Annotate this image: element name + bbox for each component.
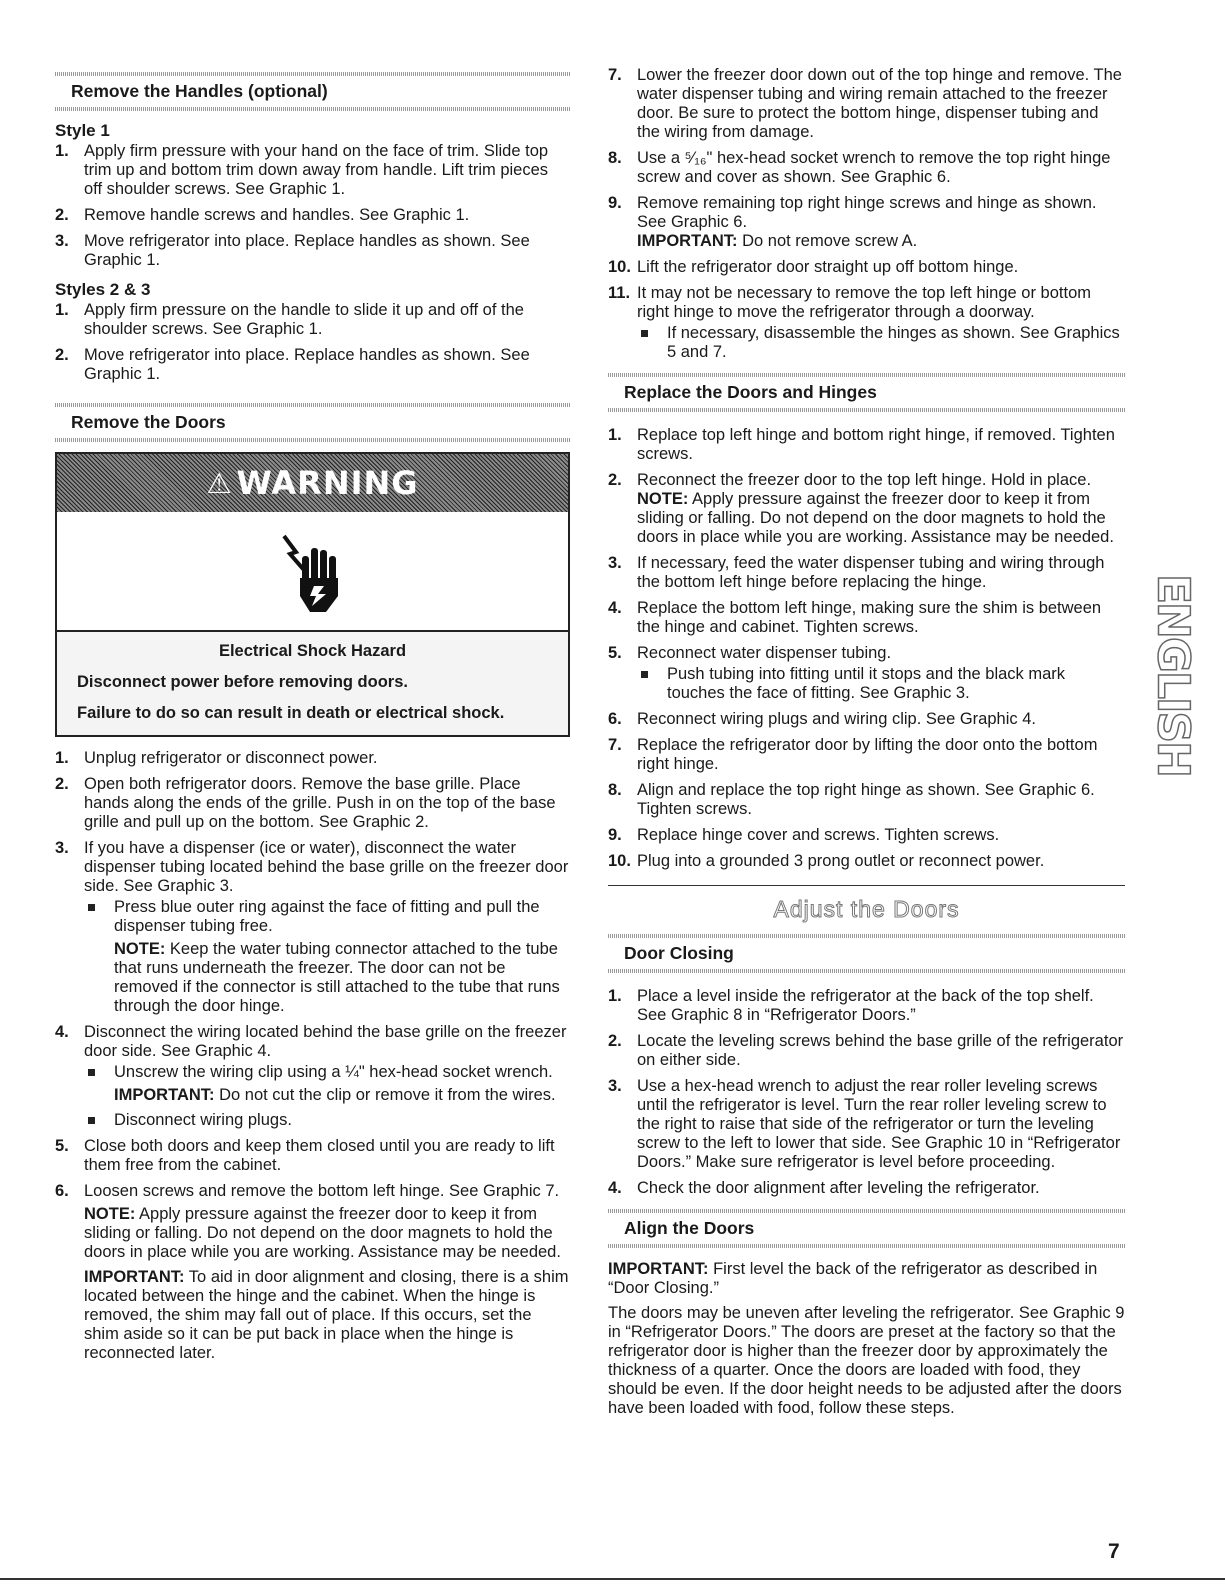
list-item: 7. Replace the refrigerator door by lifting the door onto the bottom right hinge.	[608, 736, 1098, 773]
style1-steps	[55, 142, 570, 270]
list-item: 9. Remove remaining top right hinge screws and hinge as shown. See Graphic 6. IMPORTANT: Do not remove screw A.	[608, 194, 1125, 251]
remove-doors-steps	[55, 749, 570, 1363]
warning-triangle-icon: ⚠	[206, 466, 233, 500]
list-item: 1. Unplug refrigerator or disconnect power.	[55, 749, 378, 767]
remove-doors-steps-continued	[608, 66, 1125, 362]
list-item: 3. Use a hex-head wrench to adjust the rear roller leveling screws until the refrigerator is level. Turn the rear roller leveling screw to the right to raise that side of the refrigerator or turn the leveling screw to the left to lower that side. See Graphic 10 in “Refrigerator Doors.” Make sure refrigerator is level before proceeding.	[608, 1077, 1121, 1171]
list-item: 11. It may not be necessary to remove the top left hinge or bottom right hinge to move the refrigerator through a doorway. If necessary, disassemble the hinges as shown. See Graphics 5 and 7.	[608, 284, 1125, 362]
list-item: 1. Place a level inside the refrigerator at the back of the top shelf. See Graphic 8 in “Refrigerator Doors.”	[608, 987, 1094, 1024]
bullet-list	[637, 665, 1125, 703]
page-number: 7	[1108, 1540, 1120, 1563]
section-title-adjust: Adjust the Doors	[773, 896, 960, 922]
divider	[608, 408, 1125, 412]
warning-header: ⚠ WARNING	[57, 454, 568, 512]
list-item: 3. Move refrigerator into place. Replace handles as shown. See Graphic 1.	[55, 232, 530, 269]
right-column	[608, 66, 1125, 1424]
section-heading-align: Align the Doors	[624, 1218, 755, 1238]
important-note: IMPORTANT: First level the back of the refrigerator as described in “Door Closing.”	[608, 1260, 1098, 1297]
bullet-item: If necessary, disassemble the hinges as shown. See Graphics 5 and 7.	[637, 324, 1125, 362]
bullet-item: Disconnect wiring plugs.	[84, 1111, 570, 1130]
styles23-steps	[55, 301, 570, 384]
list-item: 7. Lower the freezer door down out of the top hinge and remove. The water dispenser tubing and wiring remain attached to the freezer door. Be sure to protect the bottom hinge, dispenser tubing and the wiring from damage.	[608, 66, 1122, 141]
replace-steps	[608, 426, 1125, 871]
list-item: 3. If you have a dispenser (ice or water), disconnect the water dispenser tubing located behind the base grille on the freezer door side. See Graphic 3. Press blue outer ring against the face of fitting and pull the dispenser tubing free. NOTE: Keep the water tubing connector attached to the tube that runs underneath the freezer. The door can not be removed if the connector is still attached to the tube that runs through the door hinge.	[55, 839, 569, 1015]
subheading-style1: Style 1	[55, 121, 110, 140]
note: NOTE: Apply pressure against the freezer door to keep it from sliding or falling. Do not depend on the door magnets to hold the doors in place while you are working. Assistance may be needed.	[637, 490, 1114, 546]
section-heading-handles: Remove the Handles (optional)	[71, 81, 328, 101]
left-column	[55, 72, 570, 1370]
important-note: IMPORTANT: Do not cut the clip or remove it from the wires.	[114, 1086, 556, 1104]
list-item: 4. Disconnect the wiring located behind the base grille on the freezer door side. See Graphic 4. Unscrew the wiring clip using a ¼" hex-head socket wrench. IMPORTANT: Do not cut the clip or remove it from the wires. Disconnect wiring plugs.	[55, 1023, 570, 1130]
list-item: 2. Reconnect the freezer door to the top left hinge. Hold in place. NOTE: Apply pressure against the freezer door to keep it from sliding or falling. Do not depend on the door magnets to hold the doors in place while you are working. Assistance may be needed.	[608, 471, 1125, 547]
section-heading-doors: Remove the Doors	[71, 412, 226, 432]
list-item: 2. Open both refrigerator doors. Remove the base grille. Place hands along the ends of the grille. Push in on the top of the base grille and pull up on the bottom. See Graphic 2.	[55, 775, 556, 831]
bottom-rule	[0, 1578, 1225, 1580]
electric-shock-hand-icon	[57, 512, 568, 632]
list-item: 2. Remove handle screws and handles. See Graphic 1.	[55, 206, 470, 224]
bullet-item: Unscrew the wiring clip using a ¼" hex-head socket wrench. IMPORTANT: Do not cut the clip or remove it from the wires.	[84, 1063, 570, 1105]
bullet-item: Push tubing into fitting until it stops and the black mark touches the face of fitting. See Graphic 3.	[637, 665, 1125, 703]
list-item: 9. Replace hinge cover and screws. Tighten screws.	[608, 826, 1000, 844]
list-item: 5. Reconnect water dispenser tubing. Push tubing into fitting until it stops and the black mark touches the face of fitting. See Graphic 3.	[608, 644, 1125, 703]
list-item: 10. Lift the refrigerator door straight up off bottom hinge.	[608, 258, 1019, 276]
list-item: 1. Apply firm pressure on the handle to slide it up and off of the shoulder screws. See Graphic 1.	[55, 301, 524, 338]
list-item: 6. Loosen screws and remove the bottom left hinge. See Graphic 7. NOTE: Apply pressure against the freezer door to keep it from sliding or falling. Do not depend on the door magnets to hold the doors in place while you are working. Assistance may be needed. IMPORTANT: To aid in door alignment and closing, there is a shim located between the hinge and the cabinet. When the hinge is removed, the shim may fall out of place. If this occurs, set the shim aside so it can be put back in place when the hinge is reconnected later.	[55, 1182, 569, 1362]
important-note: IMPORTANT: To aid in door alignment and closing, there is a shim located between the hinge and the cabinet. When the hinge is removed, the shim may fall out of place. If this occurs, set the shim aside so it can be put back in place when the hinge is reconnected later.	[84, 1268, 569, 1362]
align-paragraph: The doors may be uneven after leveling the refrigerator. See Graphic 9 in “Refrigerator Doors.” The doors are preset at the factory so that the refrigerator door is higher than the freezer door by approximately the thickness of a quarter. Once the doors are loaded with food, they should be even. If the door height needs to be adjusted after the doors have been loaded with food, follow these steps.	[608, 1304, 1125, 1417]
language-side-tab: ENGLISH	[1147, 574, 1199, 776]
list-item: 4. Check the door alignment after leveling the refrigerator.	[608, 1179, 1040, 1197]
bullet-list	[84, 898, 570, 1016]
warning-box	[55, 452, 570, 737]
list-item: 5. Close both doors and keep them closed until you are ready to lift them free from the cabinet.	[55, 1137, 555, 1174]
list-item: 4. Replace the bottom left hinge, making sure the shim is between the hinge and cabinet. Tighten screws.	[608, 599, 1102, 636]
list-item: 6. Reconnect wiring plugs and wiring clip. See Graphic 4.	[608, 710, 1036, 728]
list-item: 1. Apply firm pressure with your hand on the face of trim. Slide top trim up and bottom trim down away from handle. Lift trim pieces off shoulder screws. See Graphic 1.	[55, 142, 549, 198]
list-item: 2. Move refrigerator into place. Replace handles as shown. See Graphic 1.	[55, 346, 530, 383]
divider	[55, 438, 570, 442]
bullet-list	[637, 324, 1125, 362]
list-item: 2. Locate the leveling screws behind the base grille of the refrigerator on either side.	[608, 1032, 1124, 1069]
subheading-styles23: Styles 2 & 3	[55, 280, 151, 299]
note: NOTE: Apply pressure against the freezer door to keep it from sliding or falling. Do not depend on the door magnets to hold the doors in place while you are working. Assistance may be needed.	[84, 1205, 561, 1261]
list-item: 8. Align and replace the top right hinge as shown. See Graphic 6. Tighten screws.	[608, 781, 1095, 818]
divider	[608, 1244, 1125, 1248]
section-heading-closing: Door Closing	[624, 943, 734, 963]
bullet-list	[84, 1063, 570, 1130]
list-item: 8. Use a ⁵⁄₁₆" hex-head socket wrench to remove the top right hinge screw and cover as shown. See Graphic 6.	[608, 149, 1111, 186]
warning-line: Failure to do so can result in death or electrical shock.	[77, 704, 505, 722]
warning-line: Disconnect power before removing doors.	[77, 673, 408, 691]
divider	[55, 107, 570, 111]
note: NOTE: Keep the water tubing connector attached to the tube that runs underneath the freezer. The door can not be removed if the connector is still attached to the tube that runs through the door hinge.	[114, 940, 560, 1015]
list-item: 1. Replace top left hinge and bottom right hinge, if removed. Tighten screws.	[608, 426, 1115, 463]
list-item: 3. If necessary, feed the water dispenser tubing and wiring through the bottom left hinge before replacing the hinge.	[608, 554, 1105, 591]
bullet-item: Press blue outer ring against the face of fitting and pull the dispenser tubing free. NOTE: Keep the water tubing connector attached to the tube that runs underneath the freezer. The door can not be removed if the connector is still attached to the tube that runs through the door hinge.	[84, 898, 570, 1016]
adjust-section	[608, 885, 1125, 922]
hazard-title: Electrical Shock Hazard	[218, 642, 407, 660]
divider	[608, 969, 1125, 973]
warning-body	[57, 632, 568, 735]
closing-steps	[608, 987, 1125, 1198]
important-note: IMPORTANT: Do not remove screw A.	[637, 232, 918, 250]
section-heading-replace: Replace the Doors and Hinges	[624, 382, 877, 402]
list-item: 10. Plug into a grounded 3 prong outlet or reconnect power.	[608, 852, 1045, 870]
